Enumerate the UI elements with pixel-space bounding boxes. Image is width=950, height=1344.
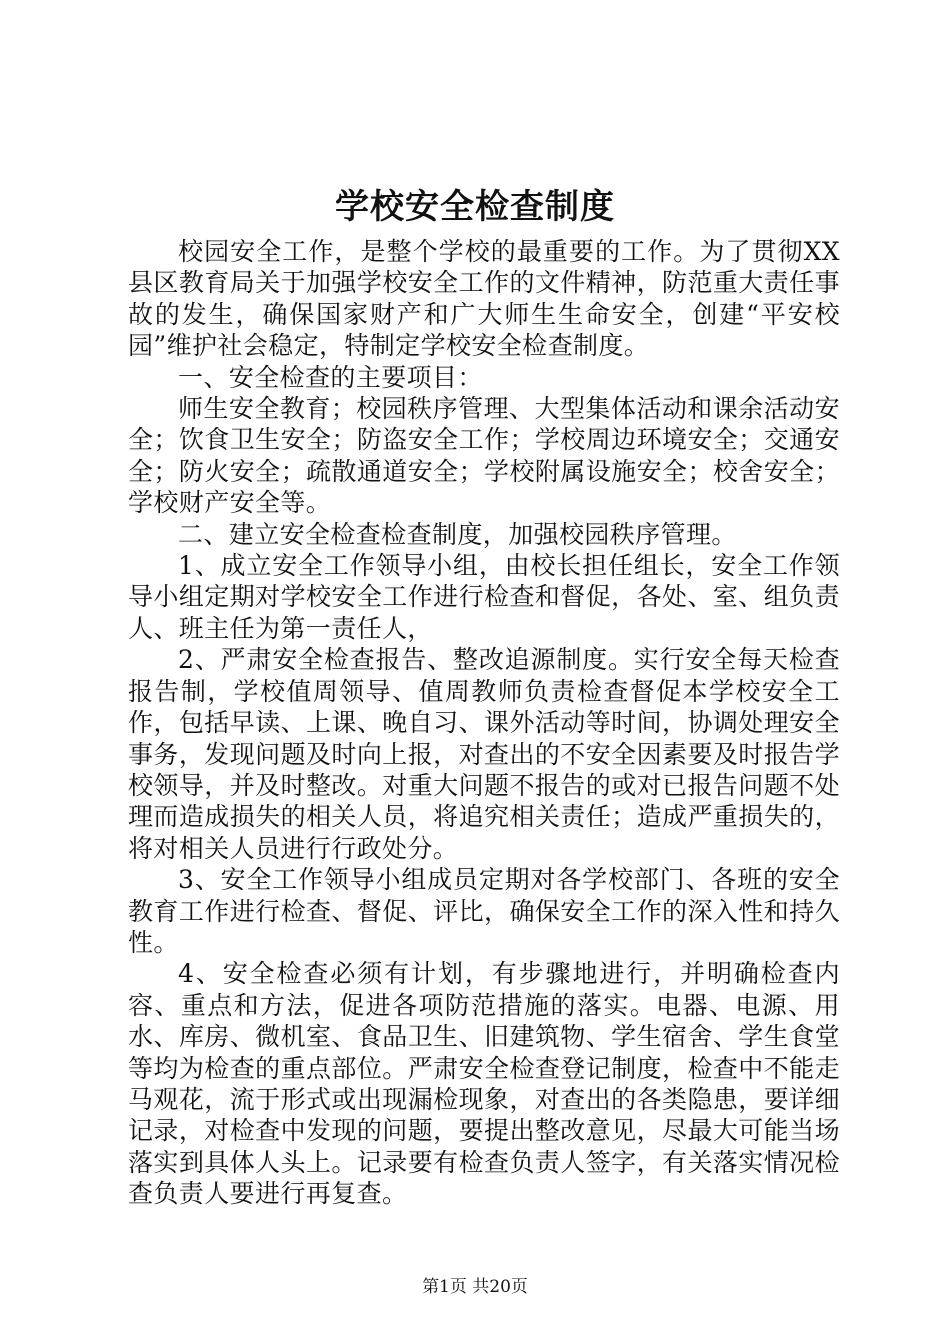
paragraph-intro: 校园安全工作，是整个学校的最重要的工作。为了贯彻XX县区教育局关于加强学校安全工作的文件精神，防范重大责任事故的发生，确保国家财产和广大师生生命安全，创建“平安校园”维护社会稳定，特制定学校安全检查制度。 (128, 237, 840, 361)
paragraph-item-2: 2、严肃安全检查报告、整改追源制度。实行安全每天检查报告制，学校值周领导、值周教师负责检查督促本学校安全工作，包括早读、上课、晚自习、课外活动等时间，协调处理安全事务，发现问题及时向上报，对查出的不安全因素要及时报告学校领导，并及时整改。对重大问题不报告的或对已报告问题不处理而造成损失的相关人员，将追究相关责任；造成严重损失的，将对相关人员进行行政处分。 (128, 645, 840, 863)
heading-section-1: 一、安全检查的主要项目： (178, 362, 483, 392)
document-title: 学校安全检查制度 (335, 187, 615, 227)
paragraph-inspection-items: 师生安全教育；校园秩序管理、大型集体活动和课余活动安全；饮食卫生安全；防盗安全工作；学校周边环境安全；交通安全；防火安全；疏散通道安全；学校附属设施安全；校舍安全；学校财产安全等。 (128, 394, 840, 518)
document-body (128, 236, 840, 1210)
paragraph-item-1: 1、成立安全工作领导小组，由校长担任组长，安全工作领导小组定期对学校安全工作进行检查和督促，各处、室、组负责人、班主任为第一责任人， (128, 551, 840, 643)
paragraph-item-4: 4、安全检查必须有计划，有步骤地进行，并明确检查内容、重点和方法，促进各项防范措施的落实。电器、电源、用水、库房、微机室、食品卫生、旧建筑物、学生宿舍、学生食堂等均为检查的重点部位。严肃安全检查登记制度，检查中不能走马观花，流于形式或出现漏检现象，对查出的各类隐患，要详细记录，对检查中发现的问题，要提出整改意见，尽最大可能当场落实到具体人头上。记录要有检查负责人签字，有关落实情况检查负责人要进行再复查。 (128, 959, 840, 1209)
page-number-footer: 第1页 共20页 (422, 1277, 528, 1297)
paragraph-item-3: 3、安全工作领导小组成员定期对各学校部门、各班的安全教育工作进行检查、督促、评比，确保安全工作的深入性和持久性。 (128, 865, 840, 957)
heading-section-2: 二、建立安全检查检查制度，加强校园秩序管理。 (178, 519, 737, 549)
